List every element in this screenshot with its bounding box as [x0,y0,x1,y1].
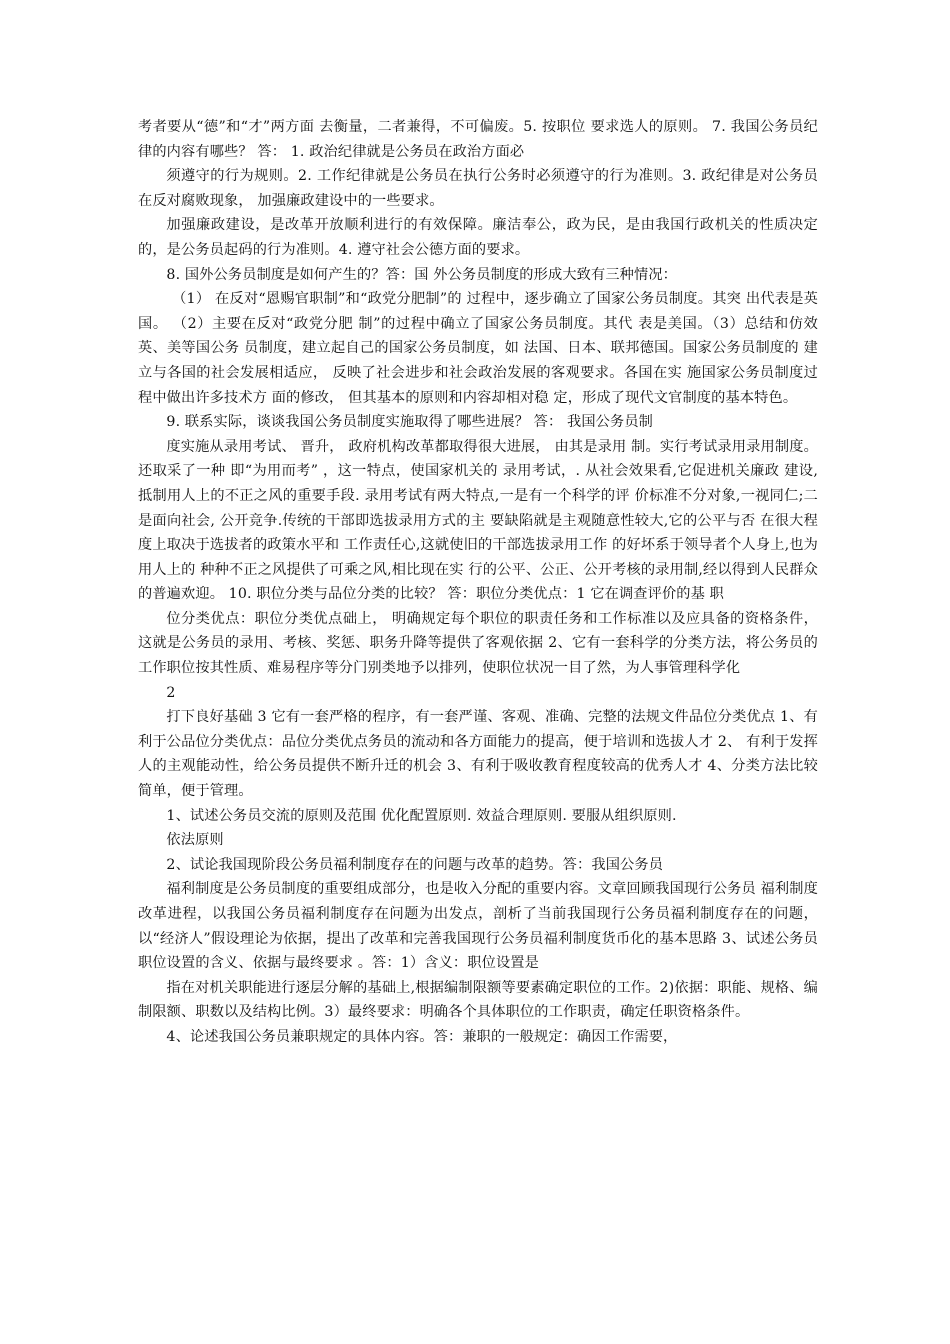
paragraph-5: （1） 在反对“恩赐官职制”和“政党分肥制”的 过程中，逐步确立了国家公务员制度。其突 出代表是英国。 （2）主要在反对“政党分肥 制”的过程中确立了国家公务员制度。其代 表是美国。（3）总结和仿效英、美等国公务 员制度，建立起自己的国家公务员制度，如 法国、日本、联邦德国。国家公务员制度的 建立与各国的社会发展相适应， 反映了社会进步和社会政治发展的客观要求。各国在实 施国家公务员制度过程中做出许多技术方 面的修改， 但其基本的原则和内容却相对稳 定，形成了现代文官制度的基本特色。 [138,291,818,406]
paragraph-12: 依法原则 [166,832,224,849]
paragraph-14: 福利制度是公务员制度的重要组成部分，也是收入分配的重要内容。文章回顾我国现行公务员 福利制度改革进程，以我国公务员福利制度存在问题为出发点，剖析了当前我国现行公务员福利制度存在的问题，以“经济人”假设理论为依据，提出了改革和完善我国现行公务员福利制度货币化的基本思路 3、试述公务员职位设置的含义、依据与最终要求 。答：1）含义：职位设置是 [138,881,818,972]
paragraph-11: 1、试述公务员交流的原则及范围 优化配置原则. 效益合理原则. 要服从组织原则. [166,807,677,824]
paragraph-9: 2 [166,684,176,701]
paragraph-1: 考者要从“德”和“才”两方面 去衡量，二者兼得，不可偏废。5. 按职位 要求选人的原则。 7. 我国公务员纪律的内容有哪些？ 答： 1. 政治纪律就是公务员在政治方面必 [138,119,818,160]
paragraph-13: 2、试论我国现阶段公务员福利制度存在的问题与改革的趋势。答：我国公务员 [166,856,664,873]
paragraph-6: 9. 联系实际，谈谈我国公务员制度实施取得了哪些进展？ 答： 我国公务员制 [166,414,654,431]
paragraph-16: 4、论述我国公务员兼职规定的具体内容。答：兼职的一般规定：确因工作需要， [166,1028,678,1045]
paragraph-3: 加强廉政建设，是改革开放顺利进行的有效保障。廉洁奉公，政为民，是由我国行政机关的性质决定的，是公务员起码的行为准则。4. 遵守社会公德方面的要求。 [138,217,818,258]
paragraph-2: 须遵守的行为规则。2. 工作纪律就是公务员在执行公务时必须遵守的行为准则。3. 政纪律是对公务员在反对腐败现象， 加强廉政建设中的一些要求。 [138,168,818,209]
paragraph-8: 位分类优点：职位分类优点础上， 明确规定每个职位的职责任务和工作标准以及应具备的资格条件， 这就是公务员的录用、考核、奖惩、职务升降等提供了客观依据 2、它有一套科学的分类方法，将公务员的工作职位按其性质、难易程序等分门别类地予以排列，使职位状况一目了然，为人事管理科学化 [138,610,818,677]
paragraph-7: 度实施从录用考试、 晋升， 政府机构改革都取得很大进展， 由其是录用 制。实行考试录用录用制度。还取采了一种 即“为用而考” ，这一特点，使国家机关的 录用考试，. 从社会效果看,它促进机关廉政 建设,抵制用人上的不正之风的重要手段. 录用考试有两大特点,一是有一个科学的评 价标准不分对象,一视同仁;二是面向社会, 公开竞争.传统的干部即选拔录用方式的主 要缺陷就是主观随意性较大,它的公平与否 在很大程度上取决于选拔者的政策水平和 工作责任心,这就使旧的干部选拔录用工作 的好坏系于领导者个人身上,也为用人上的 种种不正之风提供了可乘之风,相比现在实 行的公平、公正、公开考核的录用制,经以得到人民群众的普遍欢迎。 10. 职位分类与品位分类的比较？ 答：职位分类优点：1 它在调查评价的基 职 [138,438,818,603]
paragraph-15: 指在对机关职能进行逐层分解的基础上,根据编制限额等要素确定职位的工作。2)依据：职能、规格、编制限额、职数以及结构比例。3）最终要求：明确各个具体职位的工作职责，确定任职资格条件。 [138,979,818,1021]
document-page [138,115,818,1050]
paragraph-10: 打下良好基础 3 它有一套严格的程序，有一套严谨、客观、准确、完整的法规文件品位分类优点 1、有利于公品位分类优点：品位分类优点务员的流动和各方面能力的提高，便于培训和选拔人才 2、 有利于发挥人的主观能动性，给公务员提供不断升迁的机会 3、有利于吸收教育程度较高的优秀人才 4、分类方法比较简单，便于管理。 [138,709,818,800]
paragraph-4: 8. 国外公务员制度是如何产生的？答：国 外公务员制度的形成大致有三种情况： [166,266,678,283]
